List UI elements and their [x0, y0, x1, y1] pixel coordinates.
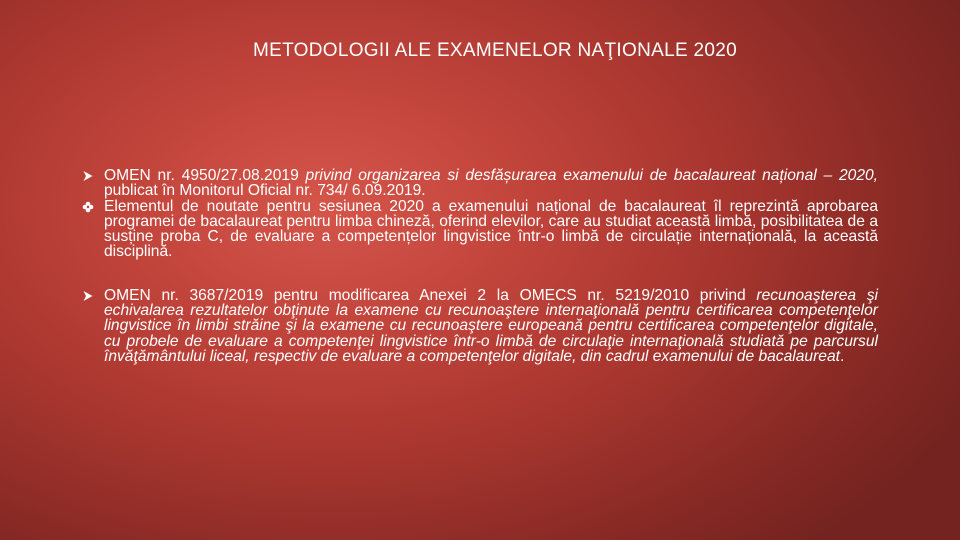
list-item [82, 199, 878, 260]
sentence-end: . [839, 347, 845, 365]
list-item [82, 168, 878, 199]
novelty-paragraph: Elementul de noutate pentru sesiunea 2020 a examenului național de bacalaureat îl reprezintă aprobarea programei de bacalaureat pentru limba chineză, oferind elevilor, care au studiat această limbă, posibilitatea de a susține proba C, de evaluare a competențelor lingvistice într-o limbă de circulație internațională, la această disciplină. [104, 197, 878, 261]
order-reference: OMEN nr. 4950/27.08.2019 [104, 167, 299, 184]
order-purpose: pentru modificarea Anexei 2 la OMECS nr. 5219/2010 privind [263, 286, 746, 304]
arrow-bullet-icon [82, 170, 94, 182]
bullet-list [82, 168, 878, 364]
order-description: recunoaşterea şi echivalarea rezultatelor obţinute la examene cu recunoaştere internaţională pentru certificarea competenţelor lingvistice în limbi străine şi la examene cu recunoaştere europeană pentru certificarea competenţelor digitale, cu probele de evaluare a competenţei lingvistice într-o limbă de circulaţie internaţională studiată pe parcursul învăţământului liceal, respectiv de evaluare a competenţelor digitale, din cadrul examenului de bacalaureat [104, 286, 878, 365]
order-description: privind organizarea si desfășurarea examenului de bacalaureat național – 2020, [298, 167, 878, 184]
publication-note: publicat în Monitorul Oficial nr. 734/ 6.09.2019. [104, 182, 426, 200]
diamond-bullet-icon [82, 201, 94, 213]
arrow-bullet-icon [82, 290, 94, 302]
list-item [82, 288, 878, 364]
order-reference: OMEN nr. 3687/2019 [104, 286, 264, 304]
slide-title: METODOLOGII ALE EXAMENELOR NAŢIONALE 2020 [253, 40, 737, 61]
